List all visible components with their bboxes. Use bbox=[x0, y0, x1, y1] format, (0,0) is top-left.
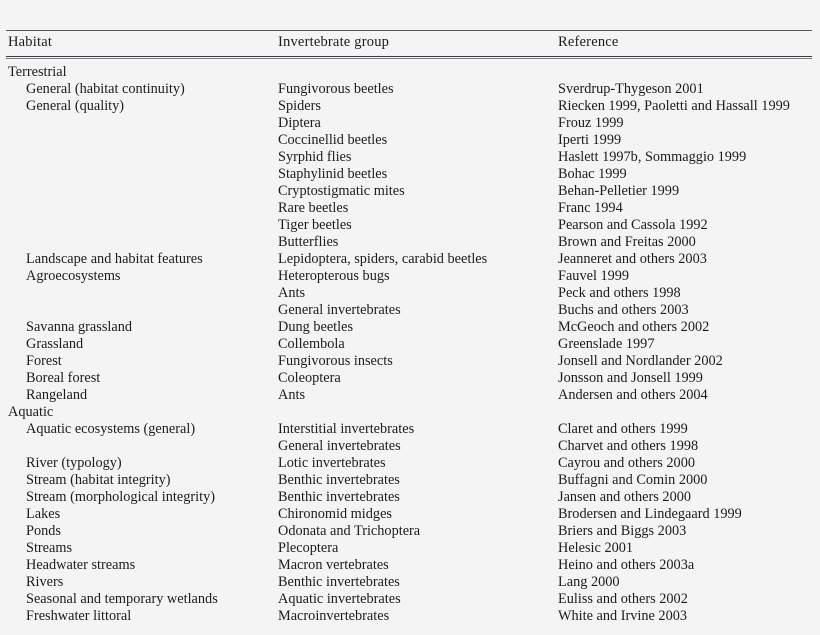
habitat-cell: General (habitat continuity) bbox=[26, 81, 185, 97]
table-row bbox=[0, 183, 820, 200]
reference-cell: Jansen and others 2000 bbox=[558, 489, 692, 505]
habitat-cell: Streams bbox=[26, 540, 73, 556]
invertebrate-group-cell: Heteropterous bugs bbox=[278, 268, 390, 284]
invertebrate-group-cell: Lepidoptera, spiders, carabid beetles bbox=[278, 251, 488, 267]
reference-cell: Peck and others 1998 bbox=[558, 285, 681, 301]
habitat-cell: Savanna grassland bbox=[26, 319, 133, 335]
habitat-cell: Stream (habitat integrity) bbox=[26, 472, 171, 488]
habitat-cell: Boreal forest bbox=[26, 370, 101, 386]
table-row bbox=[0, 540, 820, 557]
reference-cell: Jonsson and Jonsell 1999 bbox=[558, 370, 703, 386]
habitat-cell: Landscape and habitat features bbox=[26, 251, 203, 267]
invertebrate-group-cell: Tiger beetles bbox=[278, 217, 352, 233]
invertebrate-group-cell: Rare beetles bbox=[278, 200, 349, 216]
invertebrate-group-cell: Chironomid midges bbox=[278, 506, 392, 522]
reference-cell: Buffagni and Comin 2000 bbox=[558, 472, 708, 488]
table-row bbox=[0, 115, 820, 132]
table-row bbox=[0, 302, 820, 319]
table-row bbox=[0, 251, 820, 268]
invertebrate-group-cell: General invertebrates bbox=[278, 302, 401, 318]
invertebrate-group-cell: Lotic invertebrates bbox=[278, 455, 386, 471]
habitat-cell: Stream (morphological integrity) bbox=[26, 489, 215, 505]
table-row bbox=[0, 319, 820, 336]
reference-cell: Sverdrup-Thygeson 2001 bbox=[558, 81, 704, 97]
reference-cell: White and Irvine 2003 bbox=[558, 608, 688, 624]
habitat-cell: Grassland bbox=[26, 336, 84, 352]
table-row bbox=[0, 336, 820, 353]
reference-cell: Cayrou and others 2000 bbox=[558, 455, 695, 471]
column-header-reference: Reference bbox=[558, 34, 619, 50]
table-row bbox=[0, 438, 820, 455]
table-row bbox=[0, 268, 820, 285]
section-label: Aquatic bbox=[8, 404, 54, 420]
table-row bbox=[0, 557, 820, 574]
table-row bbox=[0, 285, 820, 302]
table-body bbox=[0, 64, 820, 625]
habitat-cell: Freshwater littoral bbox=[26, 608, 132, 624]
reference-cell: Pearson and Cassola 1992 bbox=[558, 217, 708, 233]
reference-cell: Helesic 2001 bbox=[558, 540, 634, 556]
invertebrate-group-cell: Dung beetles bbox=[278, 319, 354, 335]
reference-cell: McGeoch and others 2002 bbox=[558, 319, 710, 335]
invertebrate-group-cell: Ants bbox=[278, 387, 306, 403]
table-section-row bbox=[0, 404, 820, 421]
reference-cell: Riecken 1999, Paoletti and Hassall 1999 bbox=[558, 98, 790, 114]
habitat-cell: Headwater streams bbox=[26, 557, 136, 573]
invertebrate-group-cell: General invertebrates bbox=[278, 438, 401, 454]
table-row bbox=[0, 98, 820, 115]
habitat-cell: General (quality) bbox=[26, 98, 125, 114]
reference-cell: Claret and others 1999 bbox=[558, 421, 688, 437]
reference-cell: Euliss and others 2002 bbox=[558, 591, 688, 607]
invertebrate-group-cell: Benthic invertebrates bbox=[278, 574, 400, 590]
section-label: Terrestrial bbox=[8, 64, 67, 80]
table-row bbox=[0, 166, 820, 183]
invertebrate-group-cell: Diptera bbox=[278, 115, 321, 131]
reference-cell: Frouz 1999 bbox=[558, 115, 624, 131]
reference-cell: Briers and Biggs 2003 bbox=[558, 523, 687, 539]
habitat-cell: Rangeland bbox=[26, 387, 88, 403]
column-header-habitat: Habitat bbox=[8, 34, 53, 50]
habitat-cell: Aquatic ecosystems (general) bbox=[26, 421, 196, 437]
invertebrate-group-cell: Benthic invertebrates bbox=[278, 489, 400, 505]
table-row bbox=[0, 591, 820, 608]
habitat-cell: Rivers bbox=[26, 574, 64, 590]
table-row bbox=[0, 455, 820, 472]
table-row bbox=[0, 608, 820, 625]
habitat-cell: Lakes bbox=[26, 506, 61, 522]
reference-cell: Charvet and others 1998 bbox=[558, 438, 699, 454]
table-row bbox=[0, 523, 820, 540]
invertebrate-group-cell: Benthic invertebrates bbox=[278, 472, 400, 488]
invertebrate-group-cell: Cryptostigmatic mites bbox=[278, 183, 405, 199]
invertebrate-group-cell: Ants bbox=[278, 285, 306, 301]
reference-cell: Andersen and others 2004 bbox=[558, 387, 708, 403]
table-row bbox=[0, 200, 820, 217]
invertebrate-group-cell: Spiders bbox=[278, 98, 321, 114]
invertebrate-group-cell: Fungivorous beetles bbox=[278, 81, 394, 97]
invertebrate-group-cell: Coccinellid beetles bbox=[278, 132, 388, 148]
table-header-row bbox=[0, 33, 820, 55]
habitat-cell: Seasonal and temporary wetlands bbox=[26, 591, 218, 607]
reference-cell: Behan-Pelletier 1999 bbox=[558, 183, 680, 199]
reference-cell: Iperti 1999 bbox=[558, 132, 622, 148]
table-row bbox=[0, 234, 820, 251]
habitat-cell: Agroecosystems bbox=[26, 268, 121, 284]
table-row bbox=[0, 370, 820, 387]
reference-cell: Fauvel 1999 bbox=[558, 268, 630, 284]
invertebrate-group-cell: Macron vertebrates bbox=[278, 557, 389, 573]
reference-cell: Franc 1994 bbox=[558, 200, 623, 216]
column-header-invertebrate-group: Invertebrate group bbox=[278, 34, 390, 50]
reference-cell: Haslett 1997b, Sommaggio 1999 bbox=[558, 149, 747, 165]
invertebrate-group-cell: Coleoptera bbox=[278, 370, 341, 386]
table-header-rule bbox=[6, 56, 812, 59]
invertebrate-group-cell: Collembola bbox=[278, 336, 345, 352]
table-row bbox=[0, 489, 820, 506]
invertebrate-group-cell: Macroinvertebrates bbox=[278, 608, 390, 624]
reference-cell: Brown and Freitas 2000 bbox=[558, 234, 696, 250]
reference-cell: Heino and others 2003a bbox=[558, 557, 695, 573]
reference-cell: Jeanneret and others 2003 bbox=[558, 251, 707, 267]
table-row bbox=[0, 506, 820, 523]
table-row bbox=[0, 387, 820, 404]
invertebrate-group-cell: Syrphid flies bbox=[278, 149, 352, 165]
invertebrate-group-cell: Interstitial invertebrates bbox=[278, 421, 415, 437]
invertebrate-group-cell: Aquatic invertebrates bbox=[278, 591, 401, 607]
table-row bbox=[0, 472, 820, 489]
invertebrate-group-cell: Staphylinid beetles bbox=[278, 166, 388, 182]
table-row bbox=[0, 81, 820, 98]
table-row bbox=[0, 149, 820, 166]
table-row bbox=[0, 132, 820, 149]
reference-cell: Bohac 1999 bbox=[558, 166, 627, 182]
table-row bbox=[0, 217, 820, 234]
table-row bbox=[0, 421, 820, 438]
table-section-row bbox=[0, 64, 820, 81]
habitat-cell: Forest bbox=[26, 353, 62, 369]
invertebrate-group-cell: Odonata and Trichoptera bbox=[278, 523, 421, 539]
table-row bbox=[0, 353, 820, 370]
invertebrate-group-cell: Plecoptera bbox=[278, 540, 339, 556]
invertebrate-group-cell: Fungivorous insects bbox=[278, 353, 393, 369]
reference-cell: Brodersen and Lindegaard 1999 bbox=[558, 506, 742, 522]
reference-cell: Buchs and others 2003 bbox=[558, 302, 689, 318]
table-top-rule bbox=[6, 30, 812, 31]
table-row bbox=[0, 574, 820, 591]
reference-cell: Jonsell and Nordlander 2002 bbox=[558, 353, 723, 369]
habitat-cell: Ponds bbox=[26, 523, 61, 539]
reference-cell: Greenslade 1997 bbox=[558, 336, 655, 352]
invertebrate-group-cell: Butterflies bbox=[278, 234, 339, 250]
reference-cell: Lang 2000 bbox=[558, 574, 620, 590]
habitat-cell: River (typology) bbox=[26, 455, 122, 471]
